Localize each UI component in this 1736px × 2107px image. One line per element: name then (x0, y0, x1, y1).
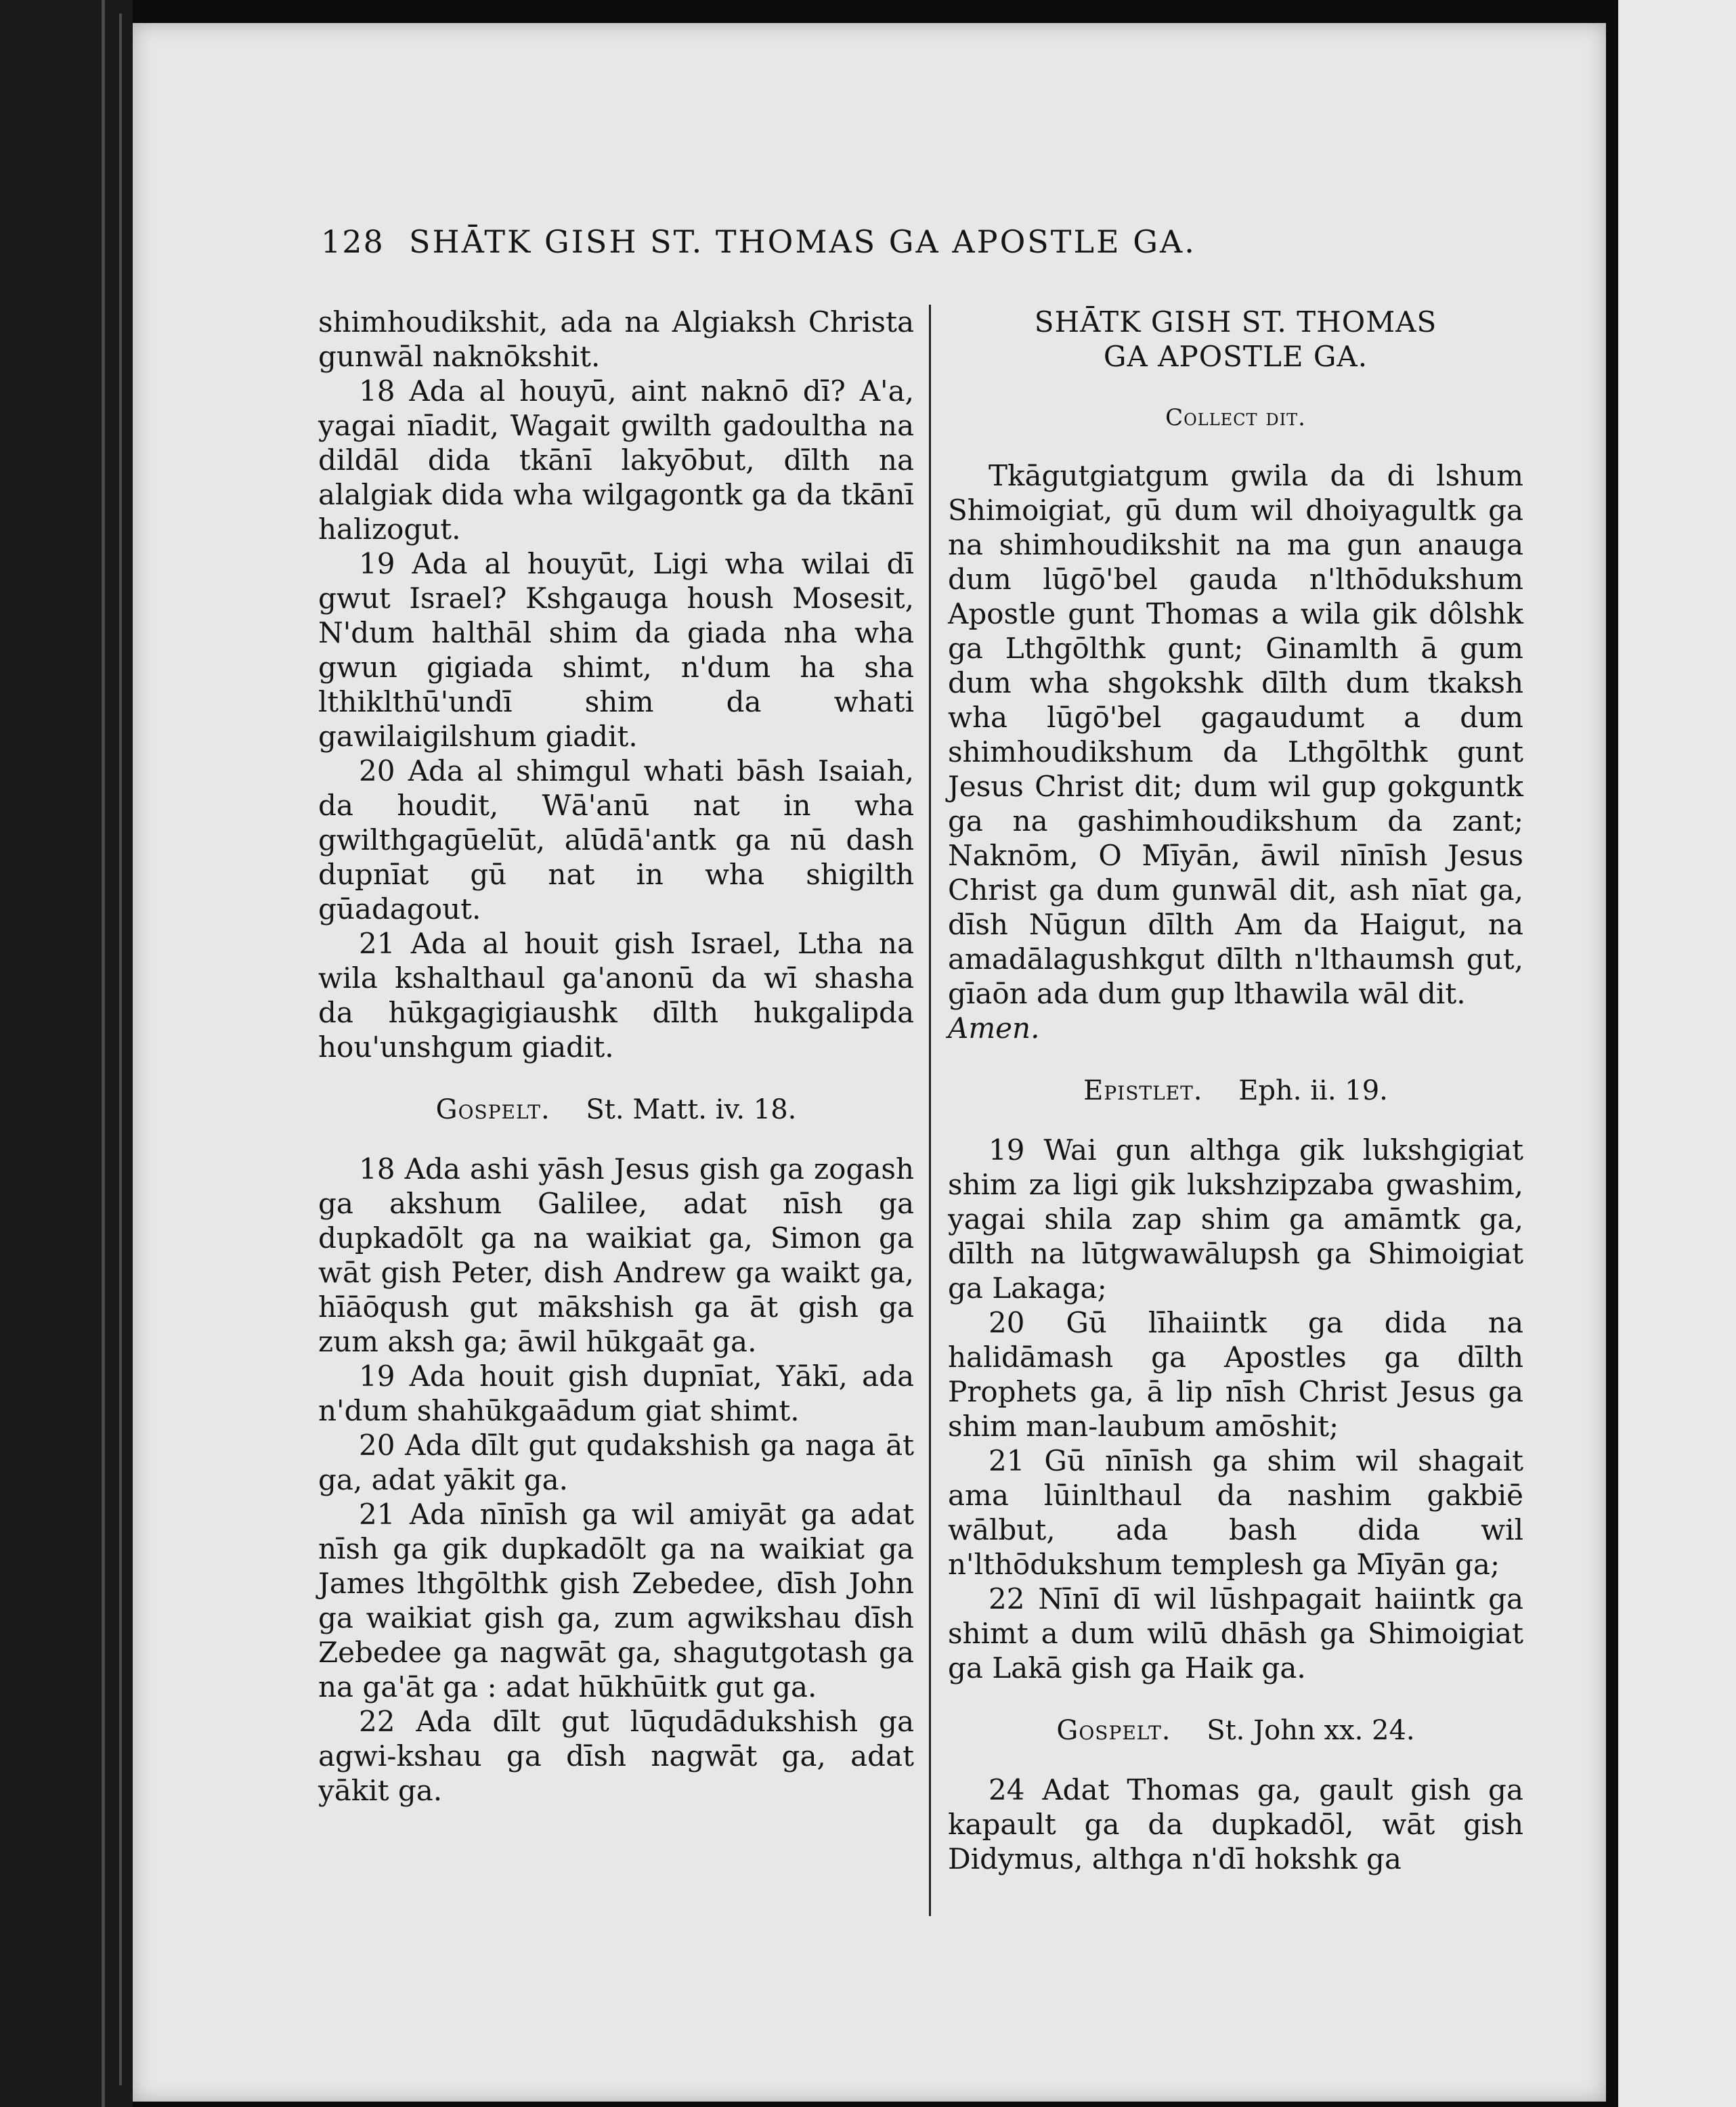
section-title: SHĀTK GISH ST. THOMAS (1034, 305, 1437, 339)
gospel-reference: St. Matt. iv. 18. (586, 1094, 797, 1125)
scan-border-left (0, 0, 133, 2107)
verse-21: 21 Ada al houit gish Israel, Ltha na wila kshalthaul ga'anonū da wī shasha da hūkgagigiaushk dīlth hukgalipda hou'unshgum giadit. (318, 927, 914, 1064)
verse-22: 22 Nīnī dī wil lūshpagait haiintk ga shimt a dum wilū dhāsh ga Shimoigiat ga Lakā gish ga Haik ga. (948, 1582, 1523, 1685)
collect-label: Collect dit. (1165, 404, 1306, 431)
running-head (321, 223, 1377, 260)
page-stack-edge (102, 0, 105, 2107)
left-column (318, 305, 914, 1808)
verse-20: 20 Ada dīlt gut qudakshish ga naga āt ga, adat yākit ga. (318, 1429, 914, 1496)
paragraph: shimhoudikshit, ada na Algiaksh Christa gunwāl naknōkshit. (318, 305, 914, 373)
collect-text: Tkāgutgiatgum gwila da di lshum Shimoigiat, gū dum wil dhoiyagultk ga na shimhoudikshit na ma gun anauga dum lūgō'bel gauda n'lthōdukshum Apostle gunt Thomas a wila gik dôlshk ga Lthgōlthk gunt; Ginamlth ā gum dum wha shgokshk dīlth dum tkaksh wha lūgō'bel gagaudumt a dum shimhoudikshum da Lthgōlthk gunt Jesus Christ dit; dum wil gup gokguntk ga na gashimhoudikshum da zant; Naknōm, O Mīyān, āwil nīnīsh Jesus Christ ga dum gunwāl dit, ash nīat ga, dīsh Nūgun dīlth Am da Haigut, na amadālagushkgut dīlth n'lthaumsh gut, gīaōn ada dum gup lthawila wāl dit. (948, 459, 1523, 1010)
verse-24: 24 Adat Thomas ga, gault gish ga kapault ga da dupkadōl, wāt gish Didymus, althga n'dī hokshk ga (948, 1773, 1523, 1875)
gospel-heading (948, 1714, 1523, 1748)
collect-heading (948, 401, 1523, 435)
verse-18: 18 Ada al houyū, aint naknō dī? A'a, yagai nīadit, Wagait gwilth gadoultha na dildāl dida tkānī lakyōbut, dīlth na alalgiak dida wha wilgagontk ga da tkānī halizogut. (318, 374, 914, 546)
verse-21: 21 Gū nīnīsh ga shim wil shagait ama lūinlthaul da nashim gakbiē wālbut, ada bash dida wil n'lthōdukshum templesh ga Mīyān ga; (948, 1444, 1523, 1581)
section-title-line2: GA APOSTLE GA. (1103, 340, 1368, 373)
epistle-reference: Eph. ii. 19. (1238, 1075, 1388, 1106)
verse-20: 20 Gū līhaiintk ga dida na halidāmash ga Apostles ga dīlth Prophets ga, ā lip nīsh Christ Jesus ga shim man-laubum amōshit; (948, 1306, 1523, 1443)
collect-paragraph (948, 458, 1523, 1045)
column-divider (929, 305, 931, 1916)
epistle-label: Epistlet. (1083, 1075, 1203, 1106)
verse-19: 19 Wai gun althga gik lukshgigiat shim za ligi gik lukshzipzaba gwashim, yagai shila zap shim ga amāmtk ga, dīlth na lūtgwawālupsh ga Shimoigiat ga Lakaga; (948, 1133, 1523, 1305)
gospel-heading (318, 1093, 914, 1127)
verse-19: 19 Ada al houyūt, Ligi wha wilai dī gwut Israel? Kshgauga housh Mosesit, N'dum halthāl shim da giada nha wha gwun gigiada shimt, n'dum ha sha lthiklthū'undī shim da whati gawilaigilshum giadit. (318, 547, 914, 753)
verse-18: 18 Ada ashi yāsh Jesus gish ga zogash ga akshum Galilee, adat nīsh ga dupkadōlt ga na waikiat ga, Simon ga wāt gish Peter, dish Andrew ga waikt ga, hīāōqush gut mākshish ga āt gish ga zum aksh ga; āwil hūkgaāt ga. (318, 1152, 914, 1358)
verse-19: 19 Ada houit gish dupnīat, Yākī, ada n'dum shahūkgaādum giat shimt. (318, 1360, 914, 1427)
verse-20: 20 Ada al shimgul whati bāsh Isaiah, da houdit, Wā'anū nat in wha gwilthgagūelūt, alūdā'antk ga nū dash dupnīat gū nat in wha shigilth gūadagout. (318, 754, 914, 926)
verse-22: 22 Ada dīlt gut lūqudādukshish ga agwi-kshau ga dīsh nagwāt ga, adat yākit ga. (318, 1705, 914, 1807)
page-stack-edge (119, 14, 122, 2085)
next-page-edge (1618, 0, 1736, 2107)
right-column (948, 305, 1523, 1876)
collect-amen: Amen. (948, 1012, 1040, 1045)
page-number: 128 (321, 223, 385, 260)
page-title: SHĀTK GISH ST. THOMAS GA APOSTLE GA. (409, 223, 1196, 260)
gospel-label: Gospelt. (435, 1094, 550, 1125)
verse-21: 21 Ada nīnīsh ga wil amiyāt ga adat nīsh ga gik dupkadōlt ga na waikiat ga James lthgōlthk gish Zebedee, dīsh John ga waikiat gish ga, zum agwikshau dīsh Zebedee ga nagwāt ga, shagutgotash ga na ga'āt ga : adat hūkhūitk gut ga. (318, 1498, 914, 1703)
gospel-reference: St. John xx. 24. (1207, 1715, 1415, 1746)
epistle-heading (948, 1074, 1523, 1108)
gospel-label: Gospelt. (1056, 1715, 1171, 1746)
